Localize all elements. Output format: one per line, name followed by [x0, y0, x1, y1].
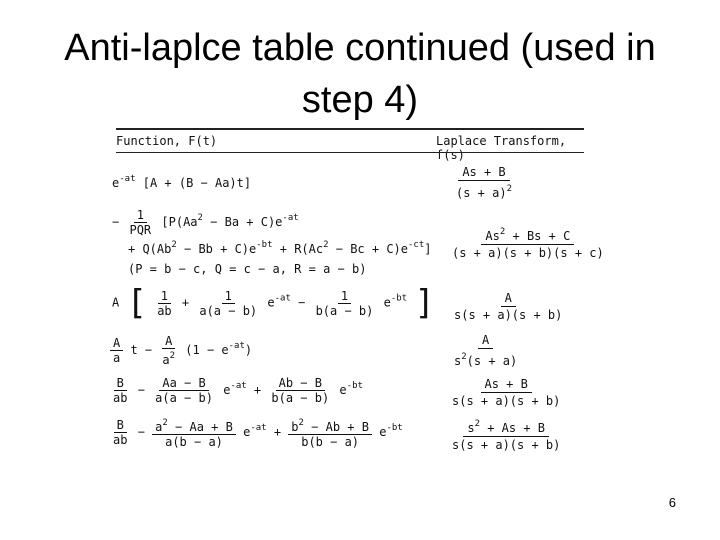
row6-transform-num: $s^2 + As + B$	[463, 416, 549, 437]
row2-function-line1: − $\frac{1}{\text{PQR}}$ [$P(Aa^2 - Ba + C)e^{-at}$	[112, 208, 299, 237]
row2-transform	[448, 224, 608, 261]
row6-transform	[448, 416, 564, 453]
row5-transform	[448, 376, 564, 409]
row1-exp: -at	[119, 174, 136, 184]
row3-transform	[450, 290, 566, 323]
table-top-rule	[116, 128, 584, 130]
row3-transform-den: s(s + a)(s + b)	[454, 308, 563, 322]
row2-function-line3: (P = b − c, Q = c − a, R = a − b)	[128, 262, 367, 276]
row2-transform-num: $As^2 + Bs + C$	[481, 224, 574, 245]
row2-function-line2: + $Q(Ab^2 - Bb + C)e^{-bt} + R(Ac^2 - Bc + C)e^{-ct}$]	[128, 240, 432, 256]
row6-transform-den: s(s + a)(s + b)	[452, 438, 561, 452]
table-header-rule	[116, 152, 584, 153]
row5-transform-num: As + B	[481, 376, 532, 393]
row4-transform-num: A	[478, 332, 493, 349]
row1-bracket: [A + (B − Aa)t]	[142, 176, 252, 190]
row2-coef-frac: $\frac{1}{\text{PQR}}$	[129, 208, 152, 237]
row3-transform-num: A	[501, 290, 516, 307]
row2-transform-den: (s + a)(s + b)(s + c)	[452, 246, 604, 260]
row4-function: $\frac{A}{a}$ t − $\frac{A}{a^2}$ $(1 - e^{-at})$	[110, 334, 252, 367]
row1-transform-num: As + B	[458, 164, 509, 181]
slide-title	[20, 22, 700, 126]
row1-transform-den: $(s + a)^2$	[456, 184, 512, 200]
row1-function	[112, 174, 251, 190]
row3-function: A [ $\frac{1}{ab}$ + $\frac{1}{a(a - b)}$ $e^{-at}$ − $\frac{1}{b(a - b)}$ $e^{-bt}$ ]	[112, 283, 435, 323]
row4-transform	[450, 332, 521, 369]
row4-transform-den: $s^2(s + a)$	[454, 352, 518, 368]
header-function: Function, F(t)	[116, 134, 218, 148]
row5-transform-den: s(s + a)(s + b)	[452, 394, 561, 408]
header-laplace: Laplace Transform, f(s)	[436, 134, 567, 162]
row1-transform	[452, 164, 516, 201]
row5-function: $\frac{B}{ab}$ − $\frac{Aa - B}{a(a - b)}$ $e^{-at}$ + $\frac{Ab - B}{b(a - b)}$ $e^{-bt}$	[113, 376, 363, 405]
page-number: 6	[668, 495, 676, 510]
slide-title-line1: Anti-laplce table continued (used in	[64, 27, 656, 69]
row6-function: $\frac{B}{ab}$ − $\frac{a^2 - Aa + B}{a(b - a)}$ $e^{-at}$ + $\frac{b^2 - Ab + B}{b(b - a)}$ $e^{-bt}$	[113, 418, 403, 449]
row1-e: e	[112, 176, 120, 190]
laplace-table	[106, 126, 604, 456]
slide-title-line2: step 4)	[301, 79, 419, 121]
